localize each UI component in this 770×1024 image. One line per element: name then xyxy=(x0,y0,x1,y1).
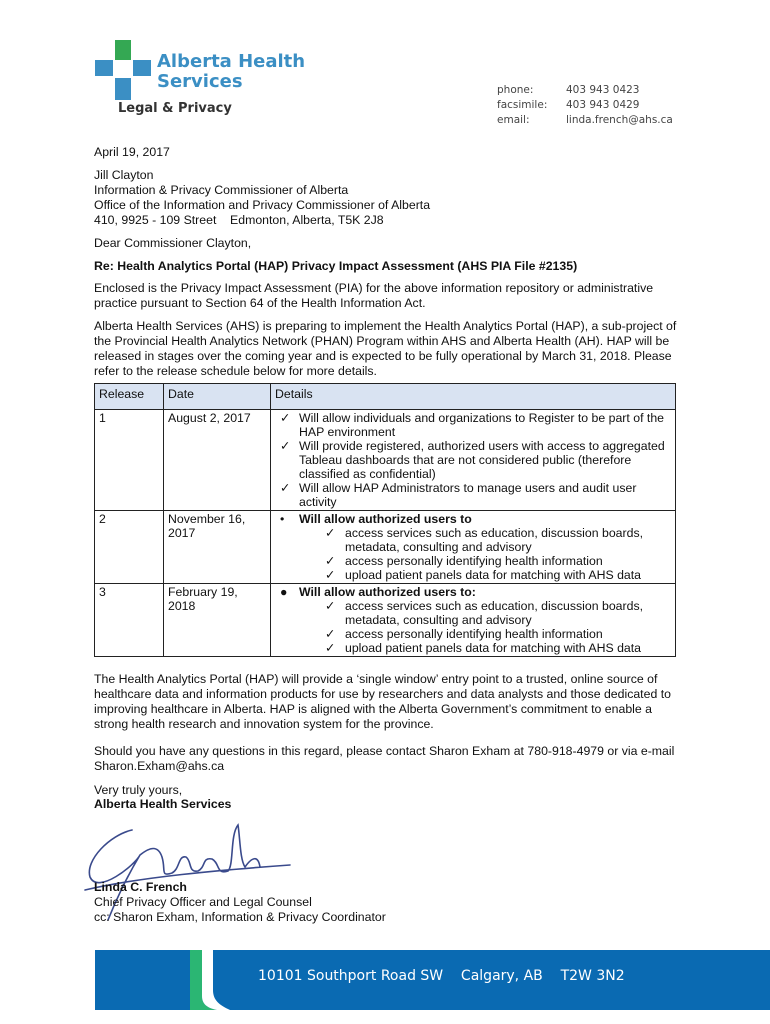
checkmark-icon: ✓ xyxy=(325,599,336,613)
paragraph-4: Should you have any questions in this regard, please contact Sharon Exham at 780-918-4979 or via e-mail Sharon.Exham@ahs.ca xyxy=(94,744,675,773)
organization-name: Alberta Health Services xyxy=(94,797,232,811)
list-item xyxy=(275,512,671,582)
recipient-line: 410, 9925 - 109 Street Edmonton, Alberta, T5K 2J8 xyxy=(94,213,384,227)
checkmark-icon: ✓ xyxy=(325,641,336,655)
detail-text: access personally identifying health information xyxy=(345,627,603,641)
release-date: August 2, 2017 xyxy=(164,410,271,511)
contact-email xyxy=(497,113,673,128)
ahs-logo xyxy=(95,40,306,100)
list-item xyxy=(299,554,671,568)
contact-value: linda.french@ahs.ca xyxy=(566,114,673,126)
checkmark-icon: ✓ xyxy=(325,568,336,582)
bullet-icon: ● xyxy=(280,585,288,599)
table-header-release: Release xyxy=(95,384,164,410)
checkmark-icon: ✓ xyxy=(280,411,291,425)
table-header-details: Details xyxy=(271,384,676,410)
cc-line: cc: Sharon Exham, Information & Privacy Coordinator xyxy=(94,910,386,924)
release-details xyxy=(271,410,676,511)
detail-lead: Will allow authorized users to: xyxy=(299,585,476,599)
ahs-logo-mark-icon xyxy=(95,40,155,100)
paragraph-3: The Health Analytics Portal (HAP) will provide a ‘single window’ entry point to a trusted, online source of healthcare data and information products for use by researchers and data analysts and those dedicated to improving healthcare in Alberta. HAP is aligned with the Alberta Government’s commitment to enable a strong health research and innovation system for the province. xyxy=(94,672,671,731)
recipient-line: Jill Clayton xyxy=(94,168,154,182)
release-date: November 16, 2017 xyxy=(164,511,271,584)
contact-label: phone: xyxy=(497,84,534,96)
list-item xyxy=(275,481,671,509)
list-item xyxy=(299,627,671,641)
release-date: February 19, 2018 xyxy=(164,584,271,657)
contact-label: email: xyxy=(497,114,530,126)
table-row xyxy=(95,584,676,657)
list-item xyxy=(275,585,671,655)
detail-text: upload patient panels data for matching with AHS data xyxy=(345,641,642,655)
list-item xyxy=(299,526,671,554)
checkmark-icon: ✓ xyxy=(280,439,291,453)
logo-line-1: Alberta Health xyxy=(157,51,306,72)
footer-address: 10101 Southport Road SW Calgary, AB T2W 3N2 xyxy=(258,968,625,984)
contact-value: 403 943 0423 xyxy=(566,84,640,96)
division-name: Legal & Privacy xyxy=(118,101,232,116)
checkmark-icon: ✓ xyxy=(325,627,336,641)
checkmark-icon: ✓ xyxy=(325,526,336,540)
table-header-row xyxy=(95,384,676,410)
release-number: 3 xyxy=(95,584,164,657)
signer-name: Linda C. French xyxy=(94,880,187,894)
salutation: Dear Commissioner Clayton, xyxy=(94,236,252,250)
paragraph-1: Enclosed is the Privacy Impact Assessment (PIA) for the above information repository or administrative practice pursuant to Section 64 of the Health Information Act. xyxy=(94,281,654,310)
recipient-line: Office of the Information and Privacy Commissioner of Alberta xyxy=(94,198,431,212)
contact-label: facsimile: xyxy=(497,99,548,111)
recipient-address xyxy=(94,168,679,228)
closing: Very truly yours, xyxy=(94,783,183,797)
paragraph-2: Alberta Health Services (AHS) is preparing to implement the Health Analytics Portal (HAP), a sub-project of the Provincial Health Analytics Network (PHAN) Program within AHS and Alberta Health (AH). HAP will be released in stages over the coming year and is expected to be fully operational by March 31, 2018. Please refer to the release schedule below for more details. xyxy=(94,319,677,378)
footer-graphic-icon xyxy=(95,950,255,1010)
list-item xyxy=(299,599,671,627)
checkmark-icon: ✓ xyxy=(325,554,336,568)
detail-text: access personally identifying health information xyxy=(345,554,603,568)
table-row xyxy=(95,410,676,511)
subject-line: Re: Health Analytics Portal (HAP) Privacy Impact Assessment (AHS PIA File #2135) xyxy=(94,259,578,273)
detail-text: access services such as education, discussion boards, metadata, consulting and advisory xyxy=(345,526,644,554)
table-header-date: Date xyxy=(164,384,271,410)
release-number: 1 xyxy=(95,410,164,511)
logo-line-2: Services xyxy=(157,71,243,92)
bullet-icon: • xyxy=(280,512,285,526)
contact-block xyxy=(497,83,673,128)
detail-text: Will allow HAP Administrators to manage users and audit user activity xyxy=(299,481,637,509)
list-item xyxy=(275,411,671,439)
signer-title: Chief Privacy Officer and Legal Counsel xyxy=(94,895,312,909)
release-details xyxy=(271,511,676,584)
detail-text: Will allow individuals and organizations to Register to be part of the HAP environment xyxy=(299,411,665,439)
checkmark-icon: ✓ xyxy=(280,481,291,495)
contact-value: 403 943 0429 xyxy=(566,99,640,111)
recipient-line: Information & Privacy Commissioner of Alberta xyxy=(94,183,349,197)
list-item xyxy=(275,439,671,481)
contact-phone xyxy=(497,83,673,98)
footer-band xyxy=(95,950,770,1010)
table-row xyxy=(95,511,676,584)
list-item xyxy=(299,641,671,655)
release-details xyxy=(271,584,676,657)
release-schedule-table xyxy=(94,383,676,657)
detail-text: Will provide registered, authorized users with access to aggregated Tableau dashboards that are not considered public (therefore classified as confidential) xyxy=(299,439,665,481)
detail-lead: Will allow authorized users to xyxy=(299,512,472,526)
detail-text: access services such as education, discussion boards, metadata, consulting and advisory xyxy=(345,599,644,627)
letter-date: April 19, 2017 xyxy=(94,145,170,159)
detail-text: upload patient panels data for matching with AHS data xyxy=(345,568,642,582)
release-number: 2 xyxy=(95,511,164,584)
contact-fax xyxy=(497,98,673,113)
list-item xyxy=(299,568,671,582)
